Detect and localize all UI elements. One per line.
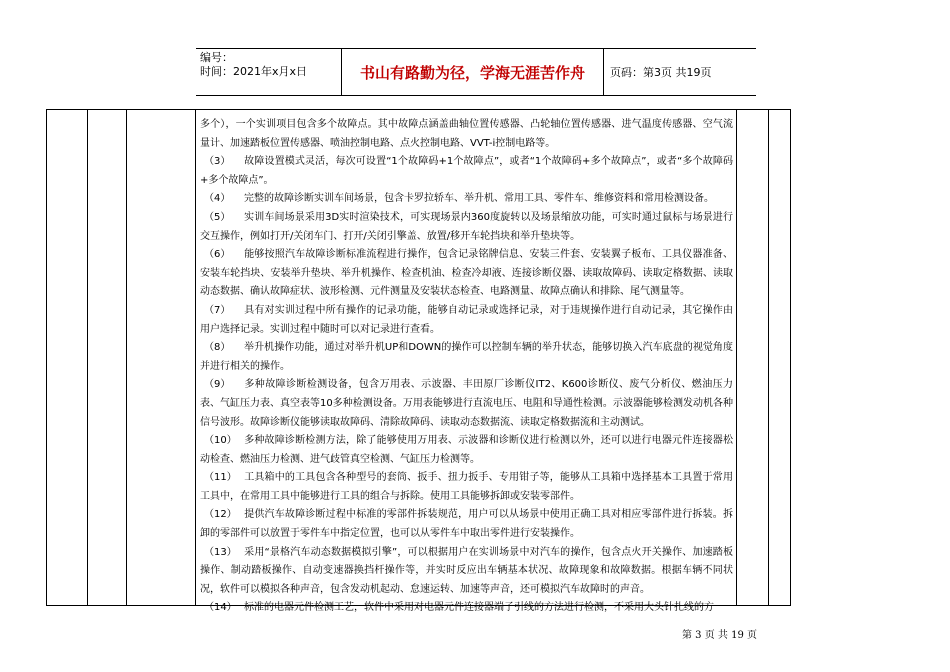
header-page-number: 页码：第3页 共19页	[610, 66, 712, 79]
item-number: （10）	[204, 435, 237, 447]
item-text: 能够按照汽车故障诊断标准流程进行操作，包含记录铭牌信息、安装三件套、安装翼子板布、工具仪器准备、安装车轮挡块、安装举升垫块、举升机操作、检查机油、检查冷却液、连接诊断仪器、读取故障码、读取定格数据、读取动态数据、确认故障症状、波形检测、元件测量及安装状态检查、电路测量、故障点确认和排除、尾气测量等。	[200, 249, 733, 298]
item-number: （8）	[204, 342, 231, 354]
item-number: （3）	[204, 156, 231, 168]
item-number: （7）	[204, 304, 231, 316]
content-table	[46, 109, 791, 614]
list-item	[200, 376, 733, 432]
list-item	[200, 469, 733, 506]
page-footer: 第 3 页 共 19 页	[682, 630, 757, 641]
list-item	[200, 432, 733, 469]
list-item	[200, 190, 733, 209]
item-number: （12）	[204, 509, 237, 521]
page-header	[196, 48, 756, 96]
item-text: 多种故障诊断检测设备，包含万用表、示波器、丰田原厂诊断仪IT2、K600诊断仪、废气分析仪、燃油压力表、气缸压力表、真空表等10多种检测设备。万用表能够进行直流电压、电阻和导通性检测。示波器能够检测发动机各种信号波形。故障诊断仪能够读取故障码、清除故障码、读取动态数据流、读取定格数据流和主动测试。	[200, 379, 733, 428]
list-item	[200, 153, 733, 190]
list-item	[200, 339, 733, 376]
item-text: 标准的电器元件检测工艺，软件中采用对电器元件连接器端子引线的方法进行检测，不采用大头针扎线的方	[244, 602, 714, 614]
table-column-divider	[195, 110, 196, 605]
item-number: （14）	[204, 602, 237, 614]
list-item	[200, 246, 733, 302]
item-text: 实训车间场景采用3D实时渲染技术，可实现场景内360度旋转以及场景缩放功能，可实时通过鼠标与场景进行交互操作，例如打开/关闭车门、打开/关闭引擎盖、放置/移开车轮挡块和举升垫块等。	[200, 211, 733, 242]
item-number: （11）	[204, 472, 237, 484]
item-text: 工具箱中的工具包含各种型号的套筒、扳手、扭力扳手、专用钳子等，能够从工具箱中选择基本工具置于常用工具中，在常用工具中能够进行工具的组合与拆除。使用工具能够拆卸或安装零部件。	[200, 472, 733, 502]
list-item	[200, 302, 733, 339]
serial-label: 编号：	[200, 51, 233, 64]
date-label: 时间：2021年x月x日	[200, 65, 308, 78]
item-number: （9）	[204, 379, 231, 391]
item-text: 故障设置模式灵活，每次可设置“1个故障码+1个故障点”，或者“1个故障码+多个故障点”，或者“多个故障码+多个故障点”。	[200, 156, 733, 186]
list-item	[200, 599, 733, 618]
requirements-text	[200, 116, 733, 618]
table-column-divider	[736, 110, 737, 605]
item-number: （13）	[204, 546, 237, 558]
table-column-divider	[768, 110, 769, 605]
header-meta	[196, 49, 342, 95]
item-text: 举升机操作功能，通过对举升机UP和DOWN的操作可以控制车辆的举升状态，能够切换入汽车底盘的视觉角度并进行相关的操作。	[200, 342, 733, 372]
item-number: （5）	[204, 211, 231, 223]
list-item	[200, 506, 733, 543]
list-item	[200, 209, 733, 246]
item-text: 多种故障诊断检测方法，除了能够使用万用表、示波器和诊断仪进行检测以外，还可以进行电器元件连接器松动检查、燃油压力检测、进气歧管真空检测、气缸压力检测等。	[200, 435, 733, 465]
item-text: 具有对实训过程中所有操作的记录功能，能够自动记录或选择记录，对于违规操作进行自动记录，其它操作由用户选择记录。实训过程中随时可以对记录进行查看。	[200, 304, 733, 335]
header-motto: 书山有路勤为径，学海无涯苦作舟	[342, 49, 604, 95]
item-text: 提供汽车故障诊断过程中标准的零部件拆装规范，用户可以从场景中使用正确工具对相应零部件进行拆装。拆卸的零部件可以放置于零件车中指定位置，也可以从零件车中取出零件进行安装操作。	[200, 509, 733, 540]
item-number: （4）	[204, 193, 231, 205]
item-number: （6）	[204, 249, 231, 261]
table-column-divider	[126, 110, 127, 605]
item-text: 采用“景格汽车动态数据模拟引擎”，可以根据用户在实训场景中对汽车的操作，包含点火开关操作、加速踏板操作、制动踏板操作、自动变速器换挡杆操作等，并实时反应出车辆基本状况、故障现象和故障数据。根据车辆不同状况，软件可以模拟各种声音，包含发动机起动、怠速运转、加速等声音，还可模拟汽车故障时的声音。	[200, 546, 733, 595]
table-column-divider	[87, 110, 88, 605]
item-text: 完整的故障诊断实训车间场景，包含卡罗拉轿车、举升机、常用工具、零件车、维修资料和常用检测设备。	[244, 193, 714, 205]
list-item	[200, 544, 733, 600]
intro-paragraph: 多个），一个实训项目包含多个故障点。其中故障点涵盖曲轴位置传感器、凸轮轴位置传感器、进气温度传感器、空气流量计、加速踏板位置传感器、喷油控制电路、点火控制电路、VVT-i控制电路等。	[200, 119, 733, 149]
